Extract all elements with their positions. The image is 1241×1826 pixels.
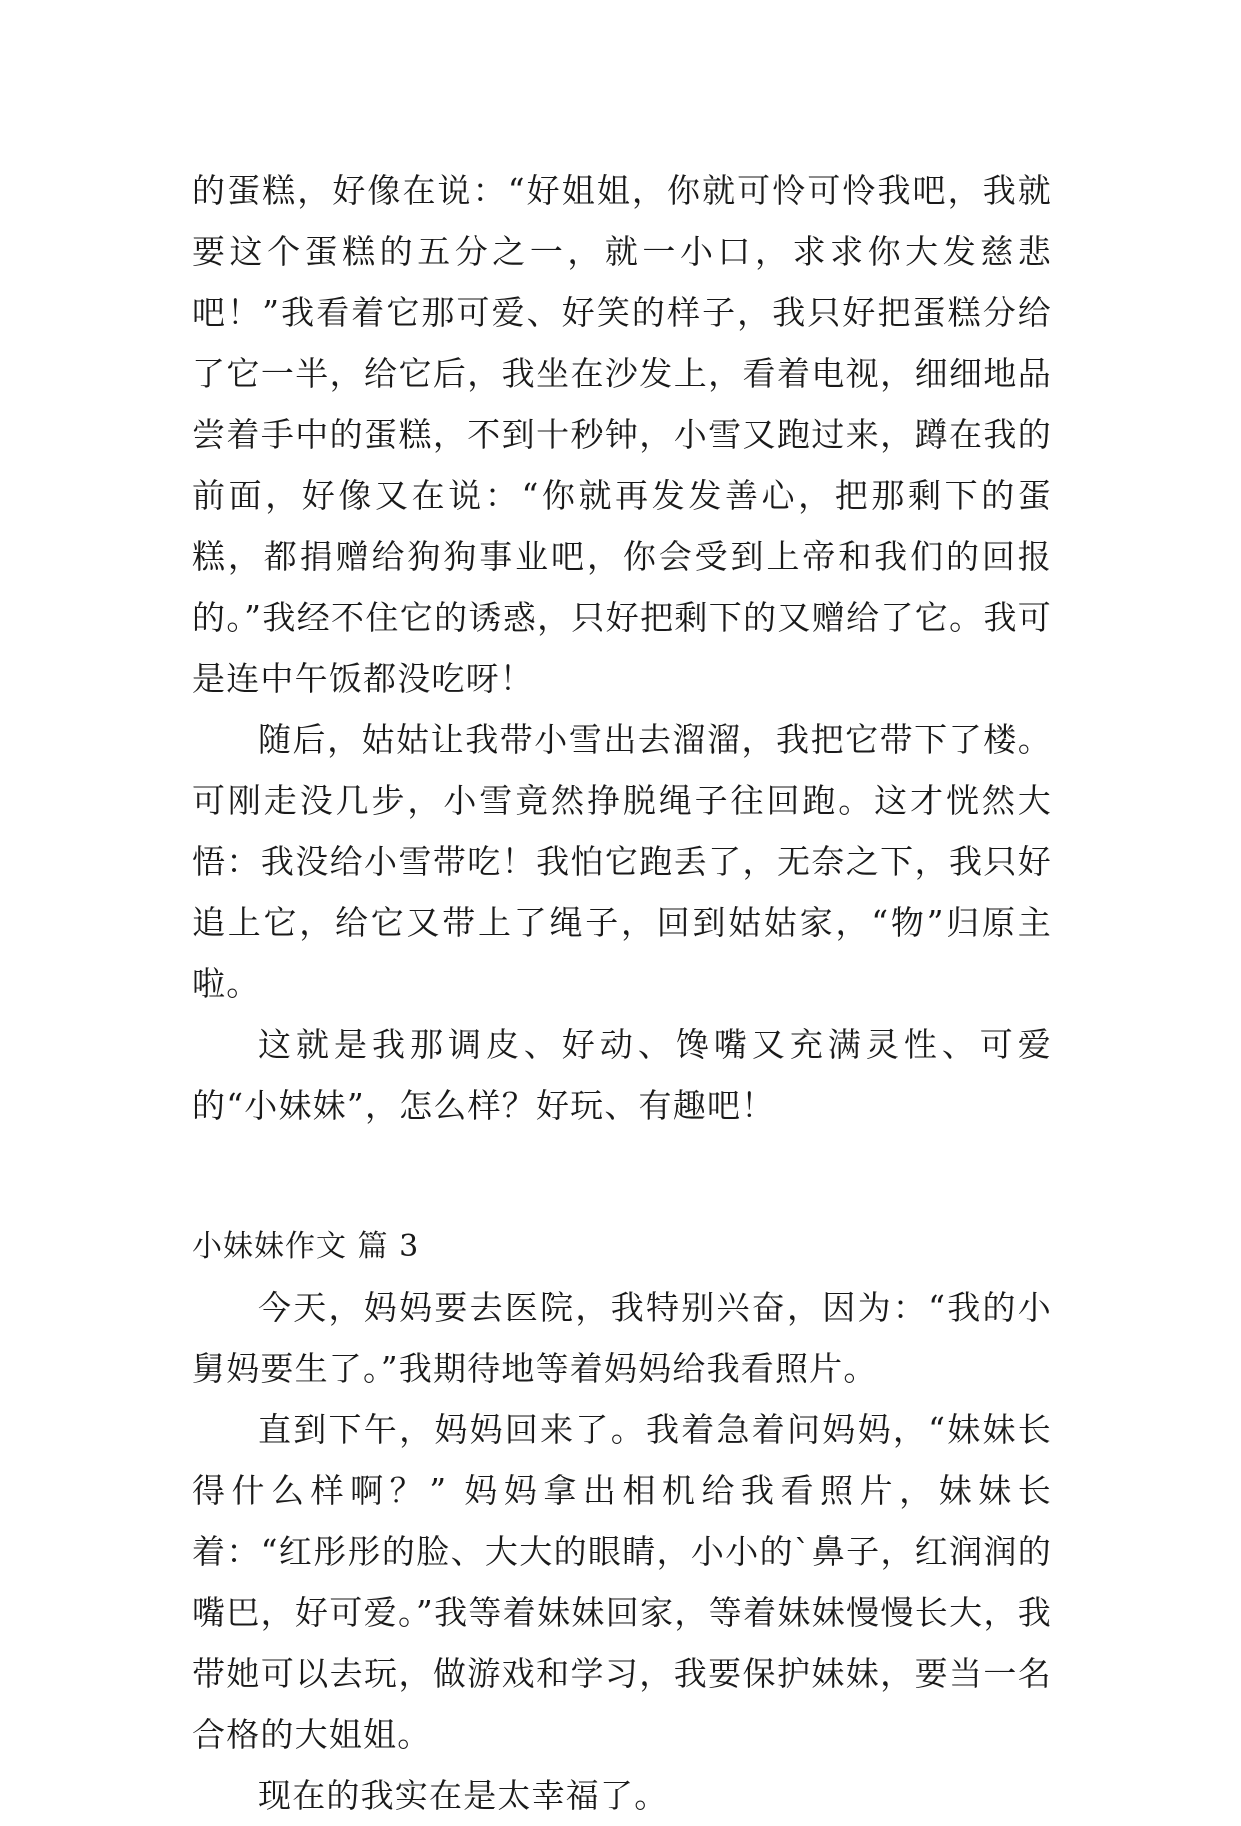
paragraph-cake: 的蛋糕，好像在说：“好姐姐，你就可怜可怜我吧，我就要这个蛋糕的五分之一，就一小口，求求你大发慈悲吧！”我看着它那可爱、好笑的样子，我只好把蛋糕分给了它一半，给它后，我坐在沙发上，看着电视，细细地品尝着手中的蛋糕，不到十秒钟，小雪又跑过来，蹲在我的前面，好像又在说：“你就再发发善心，把那剩下的蛋糕，都捐赠给狗狗事业吧，你会受到上帝和我们的回报的。”我经不住它的诱惑，只好把剩下的又赠给了它。我可是连中午饭都没吃呀！ xyxy=(192,171,1052,698)
paragraph-summary: 这就是我那调皮、好动、馋嘴又充满灵性、可爱的“小妹妹”，怎么样？好玩、有趣吧！ xyxy=(192,1025,1052,1125)
paragraph-happy: 现在的我实在是太幸福了。 xyxy=(258,1776,669,1815)
article-body xyxy=(192,160,1052,1826)
paragraph-photo: 直到下午，妈妈回来了。我着急着问妈妈，“妹妹长得什么样啊？” 妈妈拿出相机给我看照片，妹妹长着：“红彤彤的脸、大大的眼睛，小小的`鼻子，红润润的嘴巴，好可爱。”我等着妹妹回家，等着妹妹慢慢长大，我带她可以去玩，做游戏和学习，我要保护妹妹，要当一名合格的大姐姐。 xyxy=(192,1410,1052,1754)
paragraph-walk: 随后，姑姑让我带小雪出去溜溜，我把它带下了楼。可刚走没几步，小雪竟然挣脱绳子往回跑。这才恍然大悟：我没给小雪带吃！我怕它跑丢了，无奈之下，我只好追上它，给它又带上了绳子，回到姑姑家，“物”归原主啦。 xyxy=(192,720,1052,1003)
paragraph-hospital: 今天，妈妈要去医院，我特别兴奋，因为：“我的小舅妈要生了。”我期待地等着妈妈给我看照片。 xyxy=(192,1288,1052,1388)
section-title: 小妹妹作文 篇 3 xyxy=(192,1229,420,1264)
